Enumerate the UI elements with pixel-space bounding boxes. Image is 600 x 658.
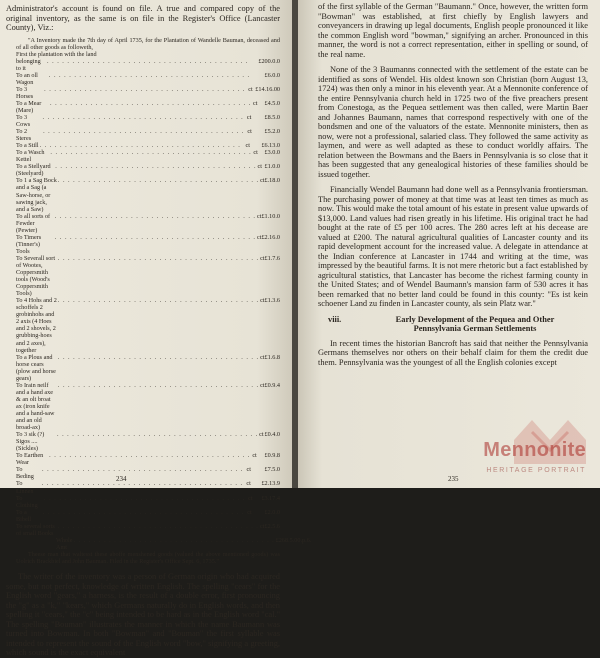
inventory-item — [16, 100, 280, 114]
inventory-intro: "A Inventory made the 7th day of April 1735, for the Plantation of Wandelle Bauman, deceased and of all other goods as followeth, — [16, 36, 280, 51]
inventory-item-amount: £0.9.4 — [264, 381, 280, 389]
page-number-left: 234 — [116, 475, 127, 483]
inventory-item-desc: To 2 Steres — [16, 128, 32, 143]
inventory-item — [16, 177, 280, 212]
inventory-item-amount: £.18.0 — [264, 177, 280, 185]
inventory-item-amount: £5.2.0 — [264, 128, 281, 136]
inventory-subheading: First the plantation with the land — [16, 50, 97, 58]
inventory-item-amount: £8.5.0 — [264, 114, 280, 122]
whole-amount-value: £268.5.00.p.6. — [275, 536, 312, 544]
section-number: viii. — [328, 314, 342, 324]
inventory-item — [16, 58, 280, 72]
intro-paragraph: Administrator's account is found on file. A true and compared copy of the original inventory, as the same is on file in the Register's Office (Lancaster County), Viz.: — [6, 4, 280, 32]
inventory-item-desc: To Timers (Tinner's) Tools — [16, 233, 42, 255]
right-page-text — [318, 2, 588, 367]
inventory-item — [16, 86, 280, 100]
inventory-item — [16, 163, 280, 177]
right-page — [298, 0, 600, 488]
inventory-item-desc: To a Mear (Mare) — [16, 99, 42, 114]
inventory-item-amount: £14.16.00 — [255, 85, 281, 93]
inventory-item-ct: ct — [260, 381, 265, 389]
inventory-item-desc: To several sorts of small Books — [16, 522, 55, 537]
inventory-item-amount: £6.0.0 — [264, 71, 280, 79]
inventory-item-amount: £2.13.9 — [261, 480, 280, 488]
section-title — [362, 315, 588, 334]
inventory-item-amount: £1.10.0 — [261, 212, 280, 220]
inventory-item-ct: ct — [260, 353, 265, 361]
inventory-item — [16, 72, 280, 86]
inventory-item-ct: ct — [260, 297, 265, 305]
inventory-item-desc: To all sorts of Fewder (Pewter) — [16, 212, 51, 234]
inventory-item-desc: To a Still — [16, 142, 39, 150]
inventory-item-desc: belonging to it — [16, 57, 41, 72]
section-title-line-2: Pennsylvania German Settlements — [413, 324, 537, 333]
inventory-item — [16, 255, 280, 297]
left-page-text — [6, 4, 312, 658]
inventory-item-amount: £3.0.0 — [264, 149, 280, 157]
inventory-item-amount: £3.17.4 — [261, 494, 280, 502]
inventory-item — [16, 466, 280, 480]
whole-amount-row — [16, 536, 312, 551]
inventory-item-ct: ct — [247, 508, 252, 516]
inventory-item — [16, 509, 280, 523]
inventory-item-amount: £6.13.0 — [261, 142, 280, 150]
inventory-item-ct: ct — [256, 212, 262, 220]
baumanns-paragraph: None of the 3 Baumanns connected with the settlement of the estate can be identified as sons of Wendel. His oldest known son Christian (born August 13, 1724) was then only a minor in his eleventh year. At a Mennonite conference of the entire Pennsylvania church held in 1725 two of the five preachers present from Conestoga, as the Pequea settlement was then called, were Martin Baer and Johannes Baumann, names that correspond respectively with one of the bondsmen and one of the valuators of the estate. Mennonite ministers, then as now, were not a professional, salaried class. They followed the same activity as laymen, and were as well adapted as these to conduct worldly affairs. The relation between the Bowmans and the Baers in Pennsylvania is so close that it has been suggested that any genealogical histories of these families should be issued together. — [318, 65, 588, 179]
inventory-item — [16, 149, 280, 163]
inventory-item-ct: ct — [246, 480, 251, 488]
section-heading — [318, 315, 588, 334]
inventory-item — [16, 114, 280, 128]
inventory-item-ct: ct — [248, 85, 253, 93]
inventory-item — [16, 354, 280, 382]
inventory-item-ct: ct — [259, 431, 264, 439]
inventory-item-desc: To 3 sik (?) Sigos ....(Sickles) — [16, 431, 45, 453]
inventory-item-ct: ct — [257, 163, 262, 171]
inventory-item-desc: To an oll Wagon — [16, 71, 38, 86]
inventory-item — [16, 495, 280, 509]
inventory-item-desc: To a Stellyard (Steelyard) — [16, 163, 51, 178]
inventory-item-amount: £0.4.0 — [264, 431, 280, 439]
inventory-item-desc: To a Wasch Kettel — [16, 149, 45, 164]
inventory-item-amount: £1.6.8 — [264, 353, 280, 361]
inventory-item — [16, 480, 280, 494]
inventory-item-ct: ct — [246, 114, 252, 122]
inventory-item-desc: To 4 Hohs and 2 schoffels 2 grobinhohs and 2 axis (4 Hoes and 2 shovels, 2 grubbing-hoes and 2 axes), together — [16, 297, 57, 354]
inventory-item-amount: £2.0.0 — [264, 508, 280, 516]
inventory-note: Theese man that waltesst these aboffe menshened goods (valued the above mentioned goods) was Uolrich Brackbiel and John Bauman. Filed in the Register's Office Sept. 6, 1735." — [16, 550, 280, 565]
inventory-item-ct: ct — [260, 177, 265, 185]
inventory-item-desc: To a Bibell — [16, 508, 32, 523]
inventory-item-desc: To 3 Cows — [16, 114, 31, 129]
inventory-item — [16, 382, 280, 431]
inventory-item-amount: £7.5.0 — [264, 466, 280, 474]
inventory-item-ct: ct — [245, 142, 250, 150]
inventory-item-amount: £0.9.8 — [264, 452, 280, 460]
page-number-right: 235 — [448, 475, 459, 483]
inventory-item-desc: To 1 a Sag Bock and a Sag (a Saw-horse, or sawing jack, and a Saw) — [16, 177, 57, 213]
inventory-item-ct: ct — [256, 233, 262, 241]
inventory-item-ct: ct — [260, 254, 265, 262]
inventory-list — [16, 58, 280, 537]
inventory-item-desc: To Irain neilf and a hand axe & an olt broat ax (iron knife and a hand-saw and an old broad-ax) — [16, 381, 55, 432]
inventory-item — [16, 213, 280, 234]
inventory-item-ct: ct — [253, 149, 258, 157]
writer-paragraph: The writer of the inventory was a person of German origin who had acquired some, but not perfect, knowledge of written English. The spelling "cears" for the English word "gears," a harness, is the result of a double error, first pronouncing the "g" as a "k," "kears," which Germans naturally do in English words, and then spelling it "cears," the "c" being intended to be hard as in the English word "cal." The spelling "Bouman" illustrates the manner in which the name Baumann was turned into Bowman. In both "Bowman" and "Bouman" the first syllable was intended to represent the sound of the English word "bow," signifying a greeting, which sound is the exact equivalent — [6, 572, 280, 658]
inventory-item-desc: To 3 Horses — [16, 85, 34, 100]
inventory-item-ct: ct — [259, 522, 265, 530]
inventory-quote — [16, 36, 312, 566]
finances-paragraph: Financially Wendel Baumann had done well as a Pennsylvania frontiersman. The purchasing power of money at that time was at least ten times as much as now. This would make the total amount of his estate in present value upwards of $13,000. Land values had risen greatly in his lifetime. His original tract he had bought at the rate of £5 per 100 acres. The 280 acres left at his decease are valued at £200. The natural agricultural qualities of Lancaster county and its rapid development account for the increased value. A delegate in attendance at the Indian conference at Lancaster in 1744 and writing at the time, was impressed by the beautiful farms. It is not mere rhetoric but a fact established by agricultural statistics, that Lancaster has become the richest farming county in the United States; and of Wendel Baumann's mansion farm of 530 acres it has been remarked that no better land could be found in this county: "Es ist kein schoener Land zu finden in Lancaster county, als sein Platz war." — [318, 185, 588, 308]
inventory-item-desc: To a Plous and horse cears (plow and horse gears) — [16, 353, 56, 382]
inventory-item-ct: ct — [246, 466, 251, 474]
section-title-line-1: Early Development of the Pequea and Other — [395, 314, 555, 324]
inventory-item-ct: ct — [252, 452, 257, 460]
inventory-item-ct: ct — [253, 99, 258, 107]
inventory-item — [16, 523, 280, 537]
inventory-item-ct: ct — [248, 494, 253, 502]
watermark-subtitle: HERITAGE PORTRAIT — [486, 467, 586, 474]
inventory-item — [16, 431, 280, 452]
inventory-item-desc: To Beding — [16, 466, 34, 481]
inventory-item-amount: £4.5.0 — [264, 99, 280, 107]
inventory-item-amount: £200.0.0 — [258, 57, 280, 65]
inventory-item-amount: £1.7.6 — [264, 254, 280, 262]
inventory-item-amount: £1.3.6 — [264, 297, 280, 305]
whole-amount-label: Whole Amt — [56, 536, 73, 551]
inventory-item-desc: To Linnen — [16, 480, 34, 495]
inventory-item — [16, 452, 280, 466]
inventory-item-desc: To Clothing — [16, 494, 38, 509]
inventory-item-ct: ct — [247, 128, 252, 136]
inventory-item-amount: £2.16.0 — [261, 233, 280, 241]
bancroft-paragraph: In recent times the historian Bancroft has said that neither the Pennsylvania Germans themselves nor others on their behalf claim for them the credit due them. Pennsylvania was the youngest of all the English colonies except — [318, 338, 588, 367]
inventory-item — [16, 142, 280, 149]
inventory-item-desc: To Earthen Wear — [16, 452, 44, 467]
watermark-name: Mennonite — [483, 439, 586, 461]
inventory-item-amount: £1.0.0 — [264, 163, 280, 171]
continuation-paragraph: of the first syllable of the German "Baumann." Once, however, the written form "Bowman" was established, at first chiefly by English lawyers and conveyancers in drawing up legal documents, English people pronounced it like the common English word "bowman," signifying an archer. Pronounced in this manner, the word is not a correct representation, either in spelling or sound, of the real name. — [318, 2, 588, 59]
inventory-item-amount: £2.5.6 — [264, 522, 280, 530]
inventory-item — [16, 297, 280, 353]
watermark-logo — [474, 402, 594, 482]
inventory-item — [16, 234, 280, 255]
inventory-item-desc: To Severall sort of Wootes, Coppersmith tools (Wood's Coppersmith Tools) — [16, 254, 56, 298]
inventory-item — [16, 128, 280, 142]
